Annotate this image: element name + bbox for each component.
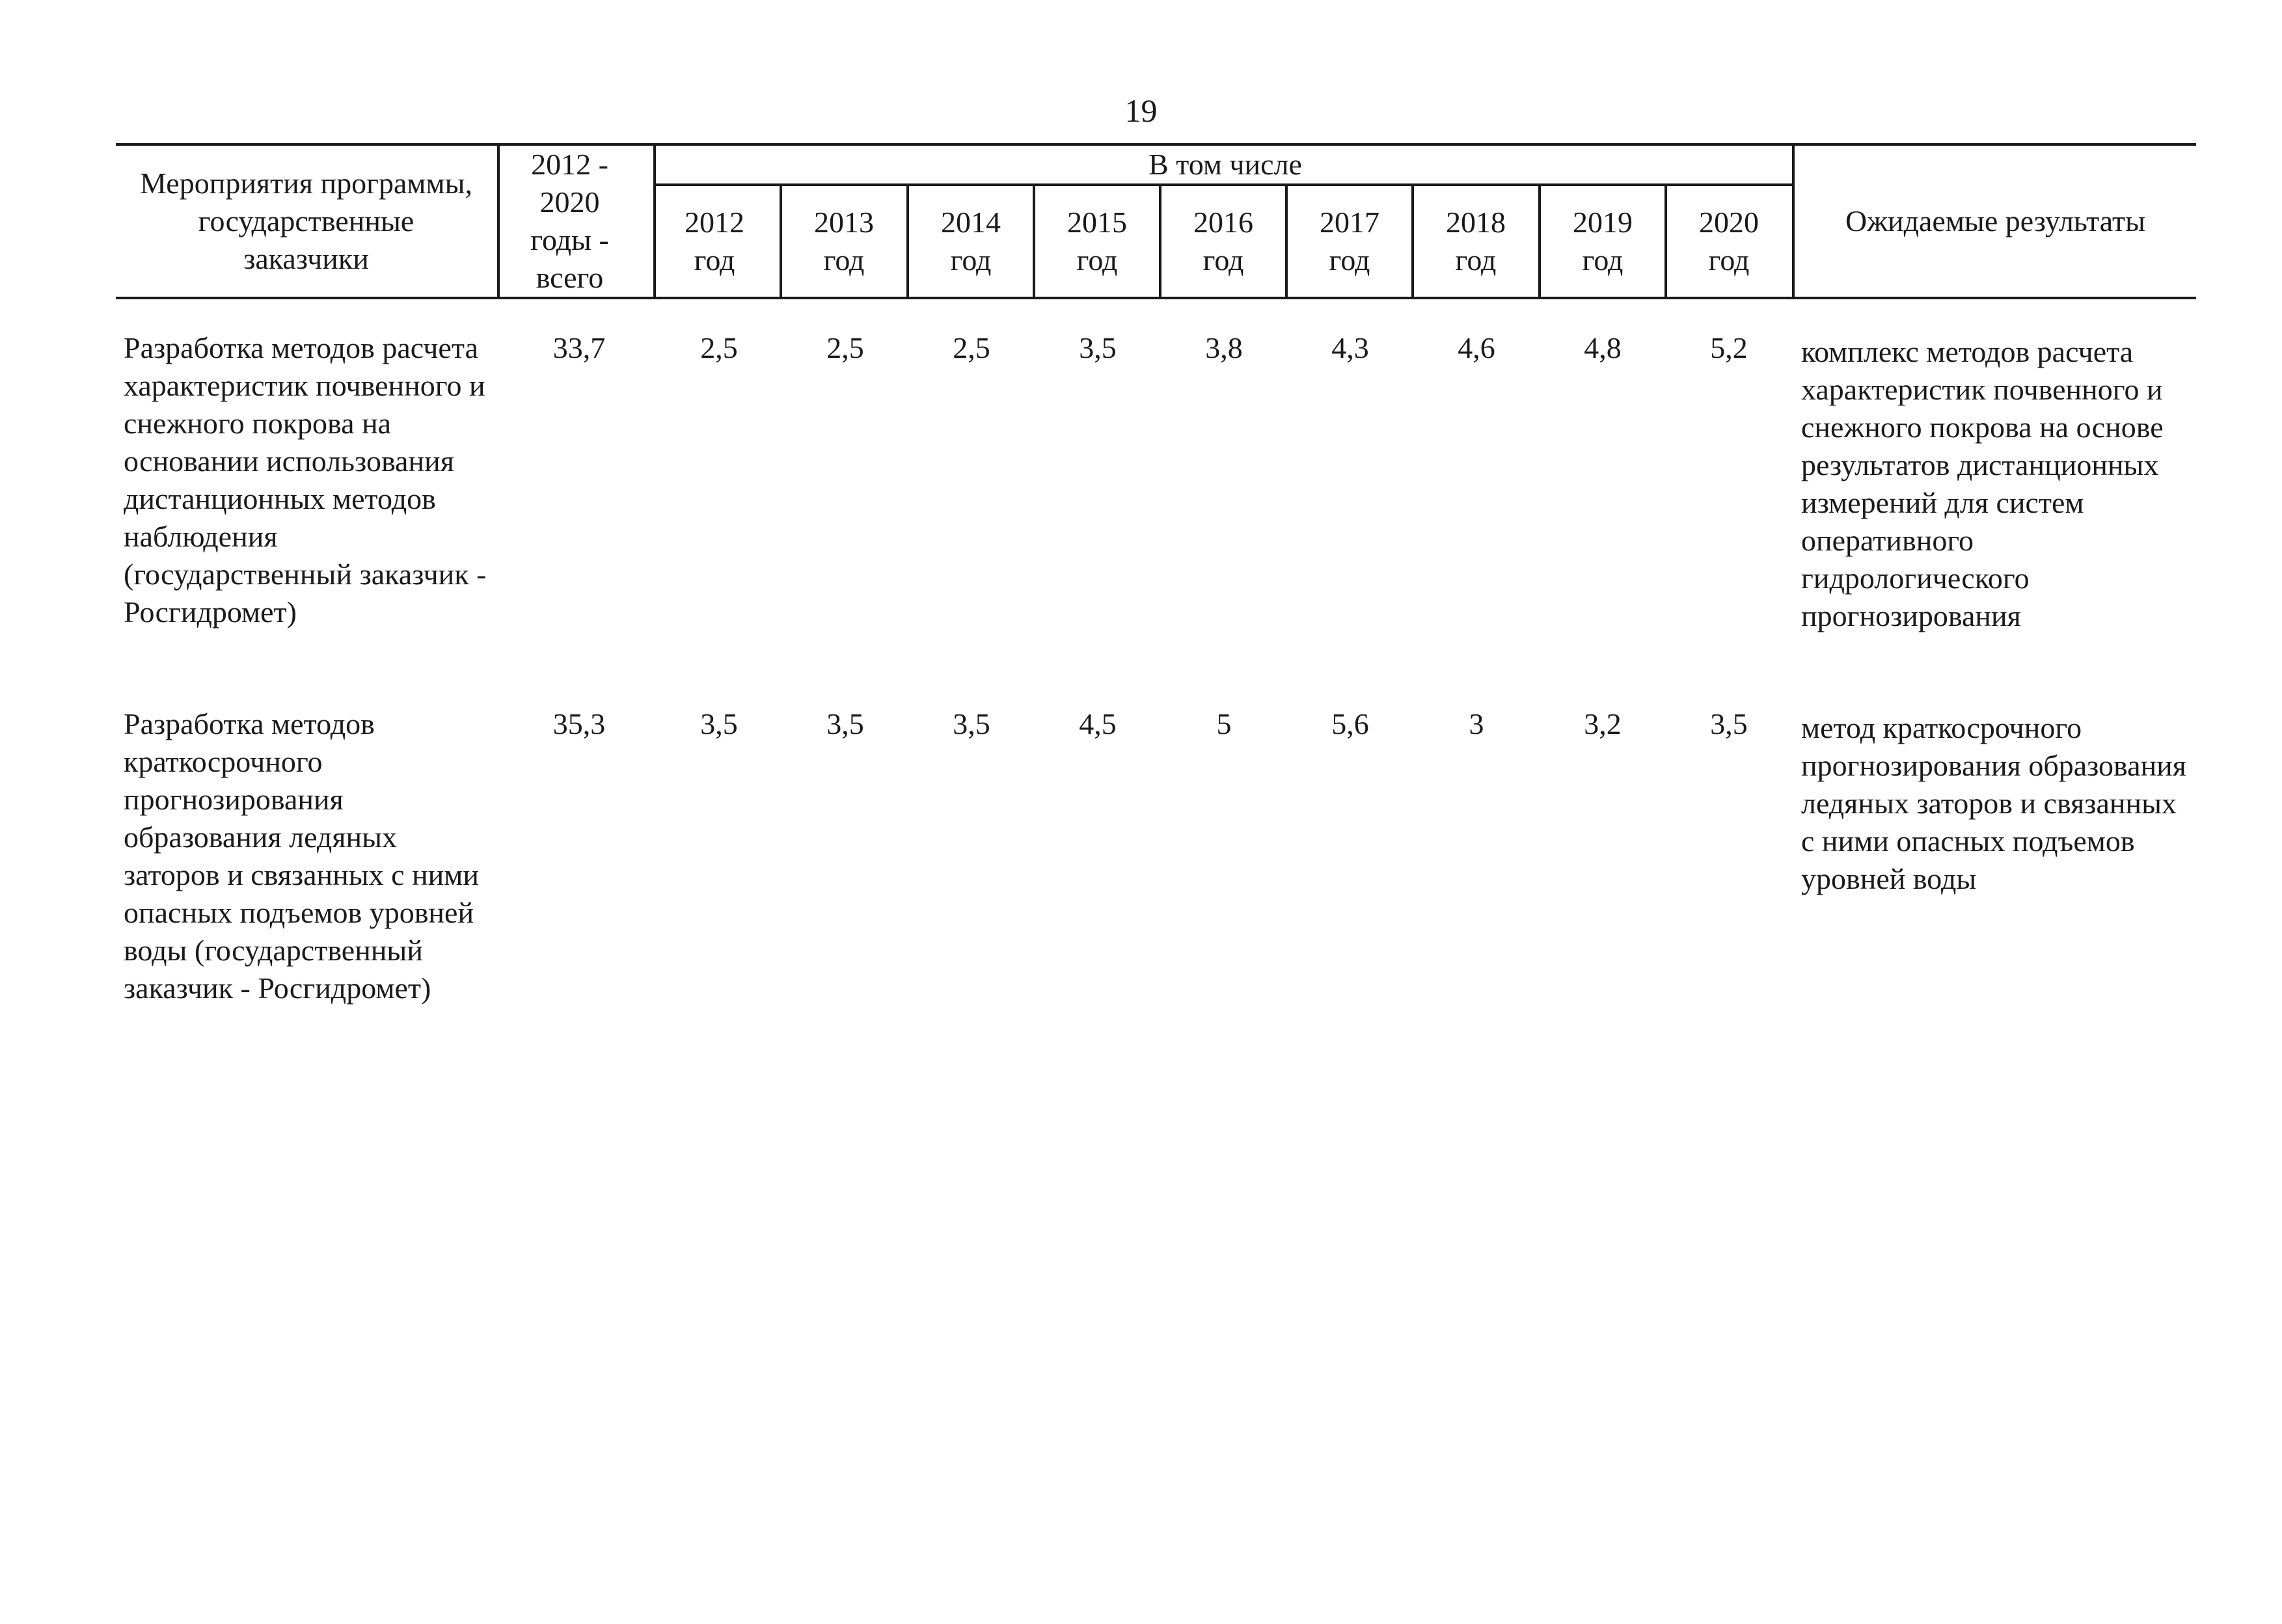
result-cell: комплекс методов расчета характеристик почвенного и снежного покрова на основе результатов дистанционных измерений для систем оперативного гидрологического прогнозирования [1801,335,2164,632]
header-year-2017: 2017 год [1320,206,1379,277]
value-cell: 4,5 [1079,707,1117,740]
header-total: 2012 - 2020 годы - всего [530,148,609,294]
value-cell: 3,5 [826,707,864,740]
grid-line [497,146,500,297]
result-cell: метод краткосрочного прогнозирования образования ледяных заторов и связанных с ними опасных подъемов уровней воды [1801,711,2186,895]
value-cell: 3,5 [700,707,738,740]
value-cell: 2,5 [953,331,990,364]
header-year-2016: 2016 год [1193,206,1253,277]
activity-cell: Разработка методов краткосрочного прогнозирования образования ледяных заторов и связанных с ними опасных подъемов уровней воды (государственный заказчик - Росгидромет) [124,707,480,1005]
header-year-2019: 2019 год [1573,206,1633,277]
value-cell: 3,5 [1079,331,1117,364]
value-cell: 4,6 [1458,331,1495,364]
header-year-2013: 2013 год [814,206,874,277]
grid-line [780,185,782,297]
value-cell: 3 [1469,707,1484,740]
value-cell: 3,5 [1710,707,1748,740]
grid-line [653,146,656,297]
header-results: Ожидаемые результаты [1845,204,2146,237]
header-activities: Мероприятия программы, государственные заказчики [139,167,472,275]
value-cell: 4,8 [1584,331,1622,364]
page-number: 19 [1124,92,1158,129]
value-cell: 5,2 [1710,331,1748,364]
header-year-2018: 2018 год [1446,206,1506,277]
grid-line [653,183,1795,186]
grid-line [906,185,909,297]
value-cell: 3,5 [953,707,990,740]
total-cell: 33,7 [552,331,606,364]
header-year-2014: 2014 год [941,206,1001,277]
header-year-2015: 2015 год [1067,206,1127,277]
grid-line [1538,185,1541,297]
grid-line [1285,185,1288,297]
grid-line [1411,185,1414,297]
table-header [116,143,2196,299]
value-cell: 3,2 [1584,707,1622,740]
value-cell: 3,8 [1205,331,1243,364]
value-cell: 5 [1216,707,1232,740]
value-cell: 4,3 [1331,331,1369,364]
header-year-2012: 2012 год [685,206,744,277]
grid-line [1792,146,1795,297]
header-including: В том числе [1148,148,1302,181]
grid-line [1664,185,1667,297]
activity-cell: Разработка методов расчета характеристик почвенного и снежного покрова на основании использования дистанционных методов наблюдения (государственный заказчик - Росгидромет) [124,331,487,629]
grid-line [1159,185,1161,297]
header-year-2020: 2020 год [1699,206,1759,277]
total-cell: 35,3 [552,707,606,740]
value-cell: 2,5 [700,331,738,364]
grid-line [1033,185,1035,297]
value-cell: 5,6 [1331,707,1369,740]
value-cell: 2,5 [826,331,864,364]
